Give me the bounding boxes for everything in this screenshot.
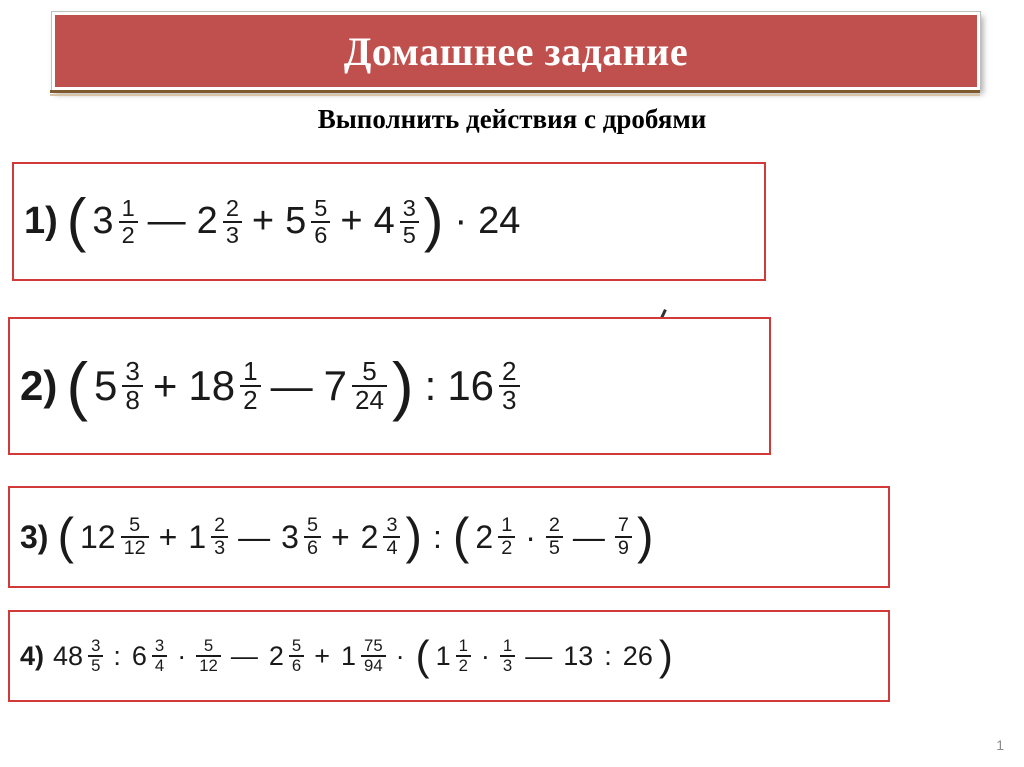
fraction <box>211 515 228 559</box>
denominator: 12 <box>121 536 149 559</box>
operator: · <box>454 200 468 242</box>
title-underline-light <box>50 94 980 96</box>
fraction <box>88 637 103 674</box>
fraction <box>289 637 304 674</box>
numerator: 2 <box>214 514 226 537</box>
whole-number: 1 <box>340 640 357 671</box>
fraction <box>119 196 138 247</box>
operator: : <box>433 518 442 555</box>
parenthesis: ) <box>391 349 414 423</box>
whole-number: 3 <box>92 200 114 242</box>
exercise-2-box <box>8 317 771 455</box>
operator: — <box>147 200 186 242</box>
fraction <box>499 355 519 415</box>
denominator: 4 <box>383 536 400 559</box>
exercise-label: 3) <box>20 518 49 555</box>
fraction <box>615 515 632 559</box>
denominator: 6 <box>311 221 330 248</box>
whole-number: 2 <box>360 518 379 555</box>
exercise-expression <box>63 349 521 423</box>
operator: : <box>604 640 612 671</box>
numerator: 5 <box>314 194 328 221</box>
numerator: 1 <box>501 514 513 537</box>
operator: + <box>330 518 350 555</box>
denominator: 2 <box>240 385 260 414</box>
exercise-4-box <box>8 610 890 702</box>
operator: + <box>314 640 330 671</box>
exercise-3-box <box>8 486 890 588</box>
numerator: 1 <box>502 636 513 656</box>
parenthesis: ( <box>57 508 74 565</box>
fraction <box>304 515 321 559</box>
exercise-expression <box>54 508 656 565</box>
denominator: 5 <box>88 655 103 675</box>
operator: — <box>230 640 258 671</box>
parenthesis: ) <box>405 508 422 565</box>
denominator: 2 <box>498 536 515 559</box>
fraction <box>122 355 142 415</box>
numerator: 3 <box>386 514 398 537</box>
fraction <box>383 515 400 559</box>
whole-number: 48 <box>53 640 84 671</box>
numerator: 5 <box>306 514 318 537</box>
denominator: 9 <box>615 536 632 559</box>
whole-number: 26 <box>622 640 653 671</box>
fraction <box>152 637 167 674</box>
whole-number: 7 <box>323 362 347 409</box>
denominator: 3 <box>499 385 519 414</box>
operator: — <box>525 640 553 671</box>
exercise-1-box <box>12 162 766 281</box>
fraction <box>240 355 260 415</box>
exercise-label: 1) <box>24 200 58 242</box>
exercise-label: 4) <box>20 640 45 671</box>
whole-number: 1 <box>188 518 207 555</box>
exercise-label: 2) <box>20 362 58 409</box>
operator: · <box>525 518 536 555</box>
numerator: 3 <box>154 636 165 656</box>
numerator: 5 <box>291 636 302 656</box>
operator: — <box>238 518 271 555</box>
numerator: 7 <box>617 514 629 537</box>
operator: · <box>395 640 405 671</box>
whole-number: 2 <box>268 640 284 671</box>
slide-subtitle: Выполнить действия с дробями <box>317 104 707 134</box>
parenthesis: ( <box>415 632 430 680</box>
numerator: 5 <box>203 636 214 656</box>
numerator: 1 <box>121 194 135 221</box>
exercise-expression <box>64 188 524 254</box>
fraction <box>400 196 419 247</box>
fraction <box>311 196 330 247</box>
numerator: 5 <box>362 355 377 386</box>
numerator: 2 <box>548 514 560 537</box>
whole-number: 4 <box>373 200 395 242</box>
slide-title-bar <box>52 12 980 90</box>
numerator: 2 <box>502 355 517 386</box>
slide-title: Домашнее задание <box>343 28 689 74</box>
whole-number: 16 <box>447 362 495 409</box>
denominator: 6 <box>304 536 321 559</box>
operator: + <box>251 200 275 242</box>
operator: + <box>158 518 178 555</box>
operator: · <box>480 640 490 671</box>
whole-number: 6 <box>131 640 147 671</box>
fraction <box>352 355 387 415</box>
denominator: 3 <box>500 655 515 675</box>
operator: — <box>572 518 605 555</box>
title-underline <box>50 90 980 93</box>
operator: · <box>177 640 187 671</box>
denominator: 3 <box>211 536 228 559</box>
operator: + <box>152 362 178 409</box>
denominator: 5 <box>400 221 419 248</box>
whole-number: 24 <box>478 200 521 242</box>
numerator: 75 <box>364 636 383 656</box>
whole-number: 12 <box>79 518 116 555</box>
numerator: 1 <box>243 355 258 386</box>
denominator: 94 <box>361 655 386 675</box>
parenthesis: ) <box>636 508 654 565</box>
operator: : <box>424 362 437 409</box>
whole-number: 5 <box>94 362 118 409</box>
parenthesis: ( <box>452 508 470 565</box>
denominator: 2 <box>119 221 138 248</box>
whole-number: 1 <box>435 640 451 671</box>
exercise-expression <box>50 632 676 680</box>
whole-number: 18 <box>188 362 236 409</box>
parenthesis: ( <box>66 188 87 254</box>
numerator: 3 <box>91 636 101 656</box>
fraction <box>361 637 386 674</box>
operator: + <box>340 200 363 242</box>
numerator: 5 <box>129 514 141 537</box>
whole-number: 5 <box>285 200 307 242</box>
fraction <box>121 515 149 559</box>
parenthesis: ( <box>66 349 89 423</box>
denominator: 6 <box>289 655 304 675</box>
whole-number: 2 <box>475 518 494 555</box>
whole-number: 2 <box>196 200 218 242</box>
numerator: 2 <box>225 194 239 221</box>
page-number: 1 <box>996 737 1004 753</box>
fraction <box>456 637 471 674</box>
fraction <box>500 637 515 674</box>
operator: — <box>270 362 313 409</box>
numerator: 3 <box>402 194 416 221</box>
denominator: 4 <box>152 655 167 675</box>
numerator: 1 <box>458 636 468 656</box>
denominator: 24 <box>352 385 387 414</box>
operator: : <box>113 640 121 671</box>
denominator: 2 <box>456 655 471 675</box>
fraction <box>498 515 515 559</box>
parenthesis: ) <box>658 632 673 680</box>
whole-number: 13 <box>563 640 594 671</box>
parenthesis: ) <box>423 188 444 254</box>
denominator: 8 <box>122 385 142 414</box>
numerator: 3 <box>125 355 140 386</box>
fraction <box>223 196 242 247</box>
whole-number: 3 <box>281 518 299 555</box>
fraction <box>196 637 221 674</box>
fraction <box>546 515 563 559</box>
denominator: 12 <box>196 655 221 675</box>
denominator: 5 <box>546 536 563 559</box>
denominator: 3 <box>223 221 242 248</box>
